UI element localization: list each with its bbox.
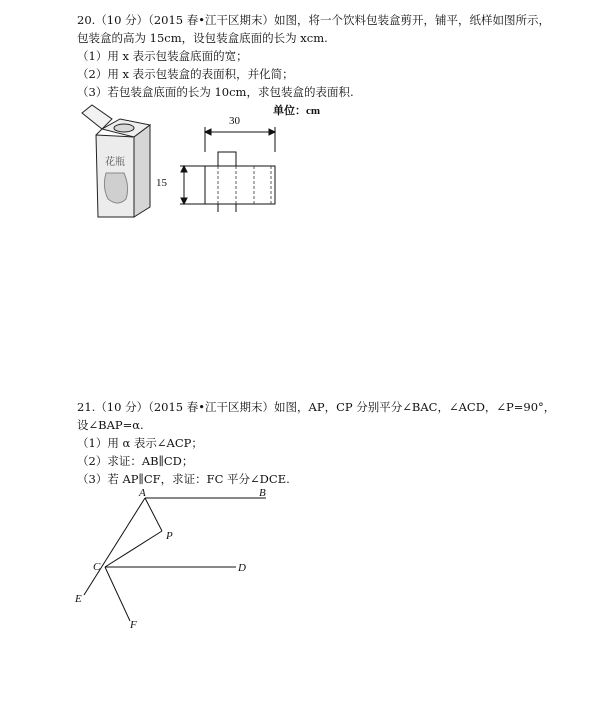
q20-part1: （1）用 x 表示包装盒底面的宽； — [77, 49, 248, 63]
q21-stem-line1: 21.（10 分）（2015 春•江干区期末）如图，AP，CP 分别平分∠BAC，∠ACD，∠P=90°， — [77, 400, 556, 414]
q20-part3: （3）若包装盒底面的长为 10cm，求包装盒的表面积. — [77, 85, 354, 99]
point-F-label: F — [130, 619, 137, 631]
q20-part2: （2）用 x 表示包装盒的表面积，并化简； — [77, 67, 294, 81]
line-AE — [84, 498, 145, 595]
q21-part1: （1）用 α 表示∠ACP； — [77, 436, 203, 450]
height-dimension-label: 15 — [156, 177, 167, 189]
net-outline — [205, 152, 275, 212]
q21-part2: （2）求证：AB∥CD； — [77, 454, 194, 468]
q21-part3: （3）若 AP∥CF，求证：FC 平分∠DCE. — [77, 472, 290, 486]
drink-box-figure — [78, 103, 158, 221]
height-dimension-line — [180, 166, 205, 204]
point-C-label: C — [93, 561, 101, 573]
q20-stem-line2: 包装盒的高为 15cm，设包装盒底面的长为 xcm. — [77, 31, 328, 45]
segment-CF — [105, 567, 130, 621]
point-P-label: P — [166, 530, 173, 542]
width-dimension-label: 30 — [229, 115, 240, 127]
point-E-label: E — [75, 593, 82, 605]
point-B-label: B — [259, 487, 266, 499]
unit-label: 单位：cm — [273, 105, 321, 117]
q20-stem-line1: 20.（10 分）（2015 春•江干区期末）如图，将一个饮料包装盒剪开，铺平，纸样如图所示， — [77, 13, 551, 27]
width-dimension-line — [205, 127, 275, 152]
q21-stem-line2: 设∠BAP=α. — [77, 418, 144, 432]
angle-bisector-figure — [70, 480, 290, 640]
point-A-label: A — [139, 487, 146, 499]
segment-CP — [105, 531, 162, 567]
segment-AP — [145, 498, 162, 531]
box-net-figure — [150, 100, 330, 212]
box-label: 花瓶 — [105, 157, 125, 168]
point-D-label: D — [238, 562, 246, 574]
net-fold-lines — [218, 166, 271, 204]
